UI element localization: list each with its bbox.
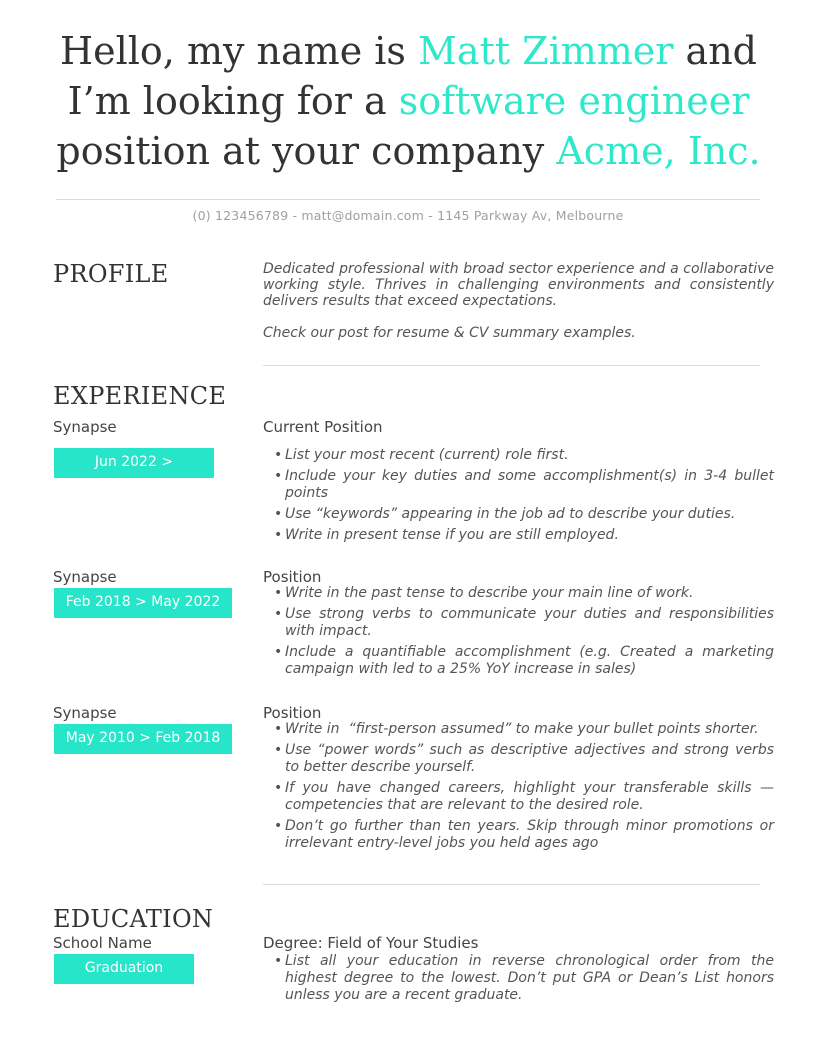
school-name: School Name <box>53 934 152 952</box>
job-bullet-list <box>274 585 774 678</box>
job-bullet: • List your most recent (current) role first. <box>274 447 569 463</box>
headline <box>30 26 787 176</box>
job-bullet: • Don’t go further than ten years. Skip through minor promotions or irrelevant entry-level jobs you held ages ago <box>274 818 774 851</box>
job-bullet: • Use “keywords” appearing in the job ad to describe your duties. <box>274 506 736 522</box>
job-bullet-list <box>274 447 774 544</box>
profile-heading: PROFILE <box>53 260 169 288</box>
job-date-badge: Feb 2018 > May 2022 <box>54 588 232 618</box>
target-role: software engineer <box>398 79 750 123</box>
education-heading: EDUCATION <box>53 905 214 933</box>
job-bullet: • Write in “first-person assumed” to make your bullet points shorter. <box>274 721 759 737</box>
job-date-badge: Jun 2022 > <box>54 448 214 478</box>
education-bullet-list <box>274 953 774 1004</box>
profile-divider <box>263 365 760 366</box>
job-date-badge: May 2010 > Feb 2018 <box>54 724 232 754</box>
experience-divider <box>263 884 760 885</box>
job-company: Synapse <box>53 704 117 722</box>
profile-paragraph: Check our post for resume & CV summary examples. <box>263 325 636 341</box>
graduation-badge: Graduation <box>54 954 194 984</box>
job-title: Current Position <box>263 418 383 436</box>
headline-intro: Hello, my name is <box>59 29 418 73</box>
job-title: Position <box>263 704 322 722</box>
contact-line: (0) 123456789 - matt@domain.com - 1145 Parkway Av, Melbourne <box>192 208 624 223</box>
job-company: Synapse <box>53 418 117 436</box>
headline-middle: and I’m looking for a <box>67 29 758 123</box>
candidate-name: Matt Zimmer <box>418 29 674 73</box>
profile-summary <box>263 261 774 341</box>
job-bullet: • If you have changed careers, highlight your transferable skills — competencies that are relevant to the desired role. <box>274 780 774 813</box>
target-company: Acme, Inc. <box>556 129 761 173</box>
job-bullet: • Write in present tense if you are still employed. <box>274 527 619 543</box>
job-bullet: • Use strong verbs to communicate your duties and responsibilities with impact. <box>274 606 774 639</box>
profile-paragraph: Dedicated professional with broad sector experience and a collaborative working style. Thrives in challenging environments and consistently delivers results that exceed expectations. <box>263 261 774 309</box>
experience-heading: EXPERIENCE <box>53 382 227 410</box>
job-bullet: • Write in the past tense to describe your main line of work. <box>274 585 694 601</box>
job-company: Synapse <box>53 568 117 586</box>
job-bullet: • Include a quantifiable accomplishment (e.g. Created a marketing campaign with led to a 25% YoY increase in sales) <box>274 644 774 677</box>
header-divider <box>56 199 760 200</box>
job-bullet: • Include your key duties and some accomplishment(s) in 3-4 bullet points <box>274 468 774 501</box>
headline-end: position at your company <box>56 129 557 173</box>
job-bullet-list <box>274 721 774 852</box>
job-bullet: • Use “power words” such as descriptive adjectives and strong verbs to better describe yourself. <box>274 742 774 775</box>
education-bullet: • List all your education in reverse chronological order from the highest degree to the lowest. Don’t put GPA or Dean’s List honors unless you are a recent graduate. <box>274 953 774 1003</box>
job-title: Position <box>263 568 322 586</box>
degree-title: Degree: Field of Your Studies <box>263 934 479 952</box>
